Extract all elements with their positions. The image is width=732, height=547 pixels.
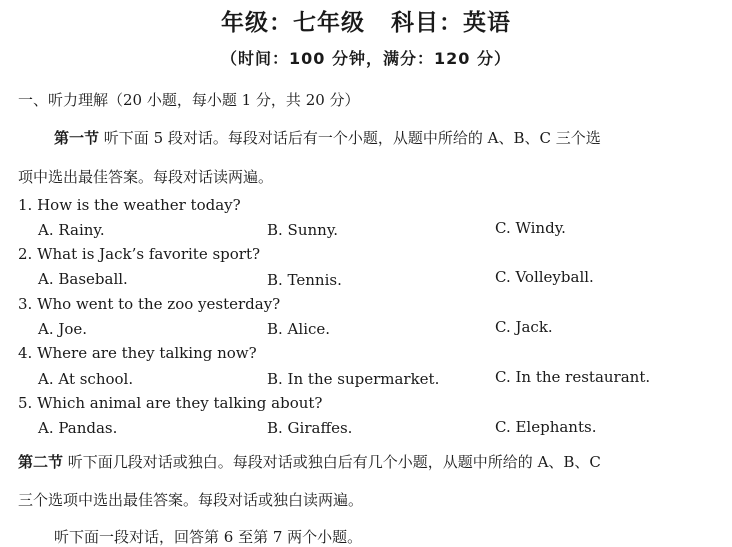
part2-note: 听下面一段对话，回答第 6 至第 7 两个小题。 [54, 528, 363, 546]
part1-instruction-line2: 项中选出最佳答案。每段对话读两遍。 [18, 168, 274, 186]
question-4: 4. Where are they talking now? [18, 344, 257, 362]
part2-label: 第二节 [18, 453, 64, 471]
question-4-option-b: B. In the supermarket. [267, 370, 440, 388]
question-2-option-b: B. Tennis. [267, 271, 342, 289]
section-heading-listening: 一、听力理解（20 小题，每小题 1 分，共 20 分） [18, 91, 360, 109]
grade-label: 年级：七年级 [221, 10, 365, 36]
part2-instruction-line2: 三个选项中选出最佳答案。每段对话或独白读两遍。 [18, 491, 364, 509]
question-1-option-c: C. Windy. [495, 219, 566, 237]
part1-instruction [54, 127, 601, 148]
exam-time-info: （时间：100 分钟，满分：120 分） [221, 49, 511, 68]
question-5-option-b: B. Giraffes. [267, 419, 353, 437]
question-2-option-c: C. Volleyball. [495, 268, 594, 286]
question-3-option-c: C. Jack. [495, 318, 553, 336]
question-1: 1. How is the weather today? [18, 196, 241, 214]
question-5: 5. Which animal are they talking about? [18, 394, 323, 412]
question-1-option-b: B. Sunny. [267, 221, 339, 239]
question-4-option-a: A. At school. [38, 370, 134, 388]
question-3: 3. Who went to the zoo yesterday? [18, 295, 281, 313]
question-5-option-a: A. Pandas. [38, 419, 118, 437]
part2-instruction-line1: 听下面几段对话或独白。每段对话或独白后有几个小题，从题中所给的 A、B、C [67, 453, 601, 471]
question-4-option-c: C. In the restaurant. [495, 368, 651, 386]
part1-label: 第一节 [54, 129, 100, 147]
question-2-option-a: A. Baseball. [38, 270, 128, 288]
subject-label: 科目：英语 [391, 10, 511, 36]
question-3-option-a: A. Joe. [38, 320, 88, 338]
question-2: 2. What is Jack’s favorite sport? [18, 245, 261, 263]
question-5-option-c: C. Elephants. [495, 418, 597, 436]
question-3-option-b: B. Alice. [267, 320, 331, 338]
part1-instruction-line1: 听下面 5 段对话。每段对话后有一个小题，从题中所给的 A、B、C 三个选 [103, 129, 601, 147]
exam-title [0, 4, 732, 37]
part2-instruction [18, 451, 601, 472]
question-1-option-a: A. Rainy. [38, 221, 105, 239]
